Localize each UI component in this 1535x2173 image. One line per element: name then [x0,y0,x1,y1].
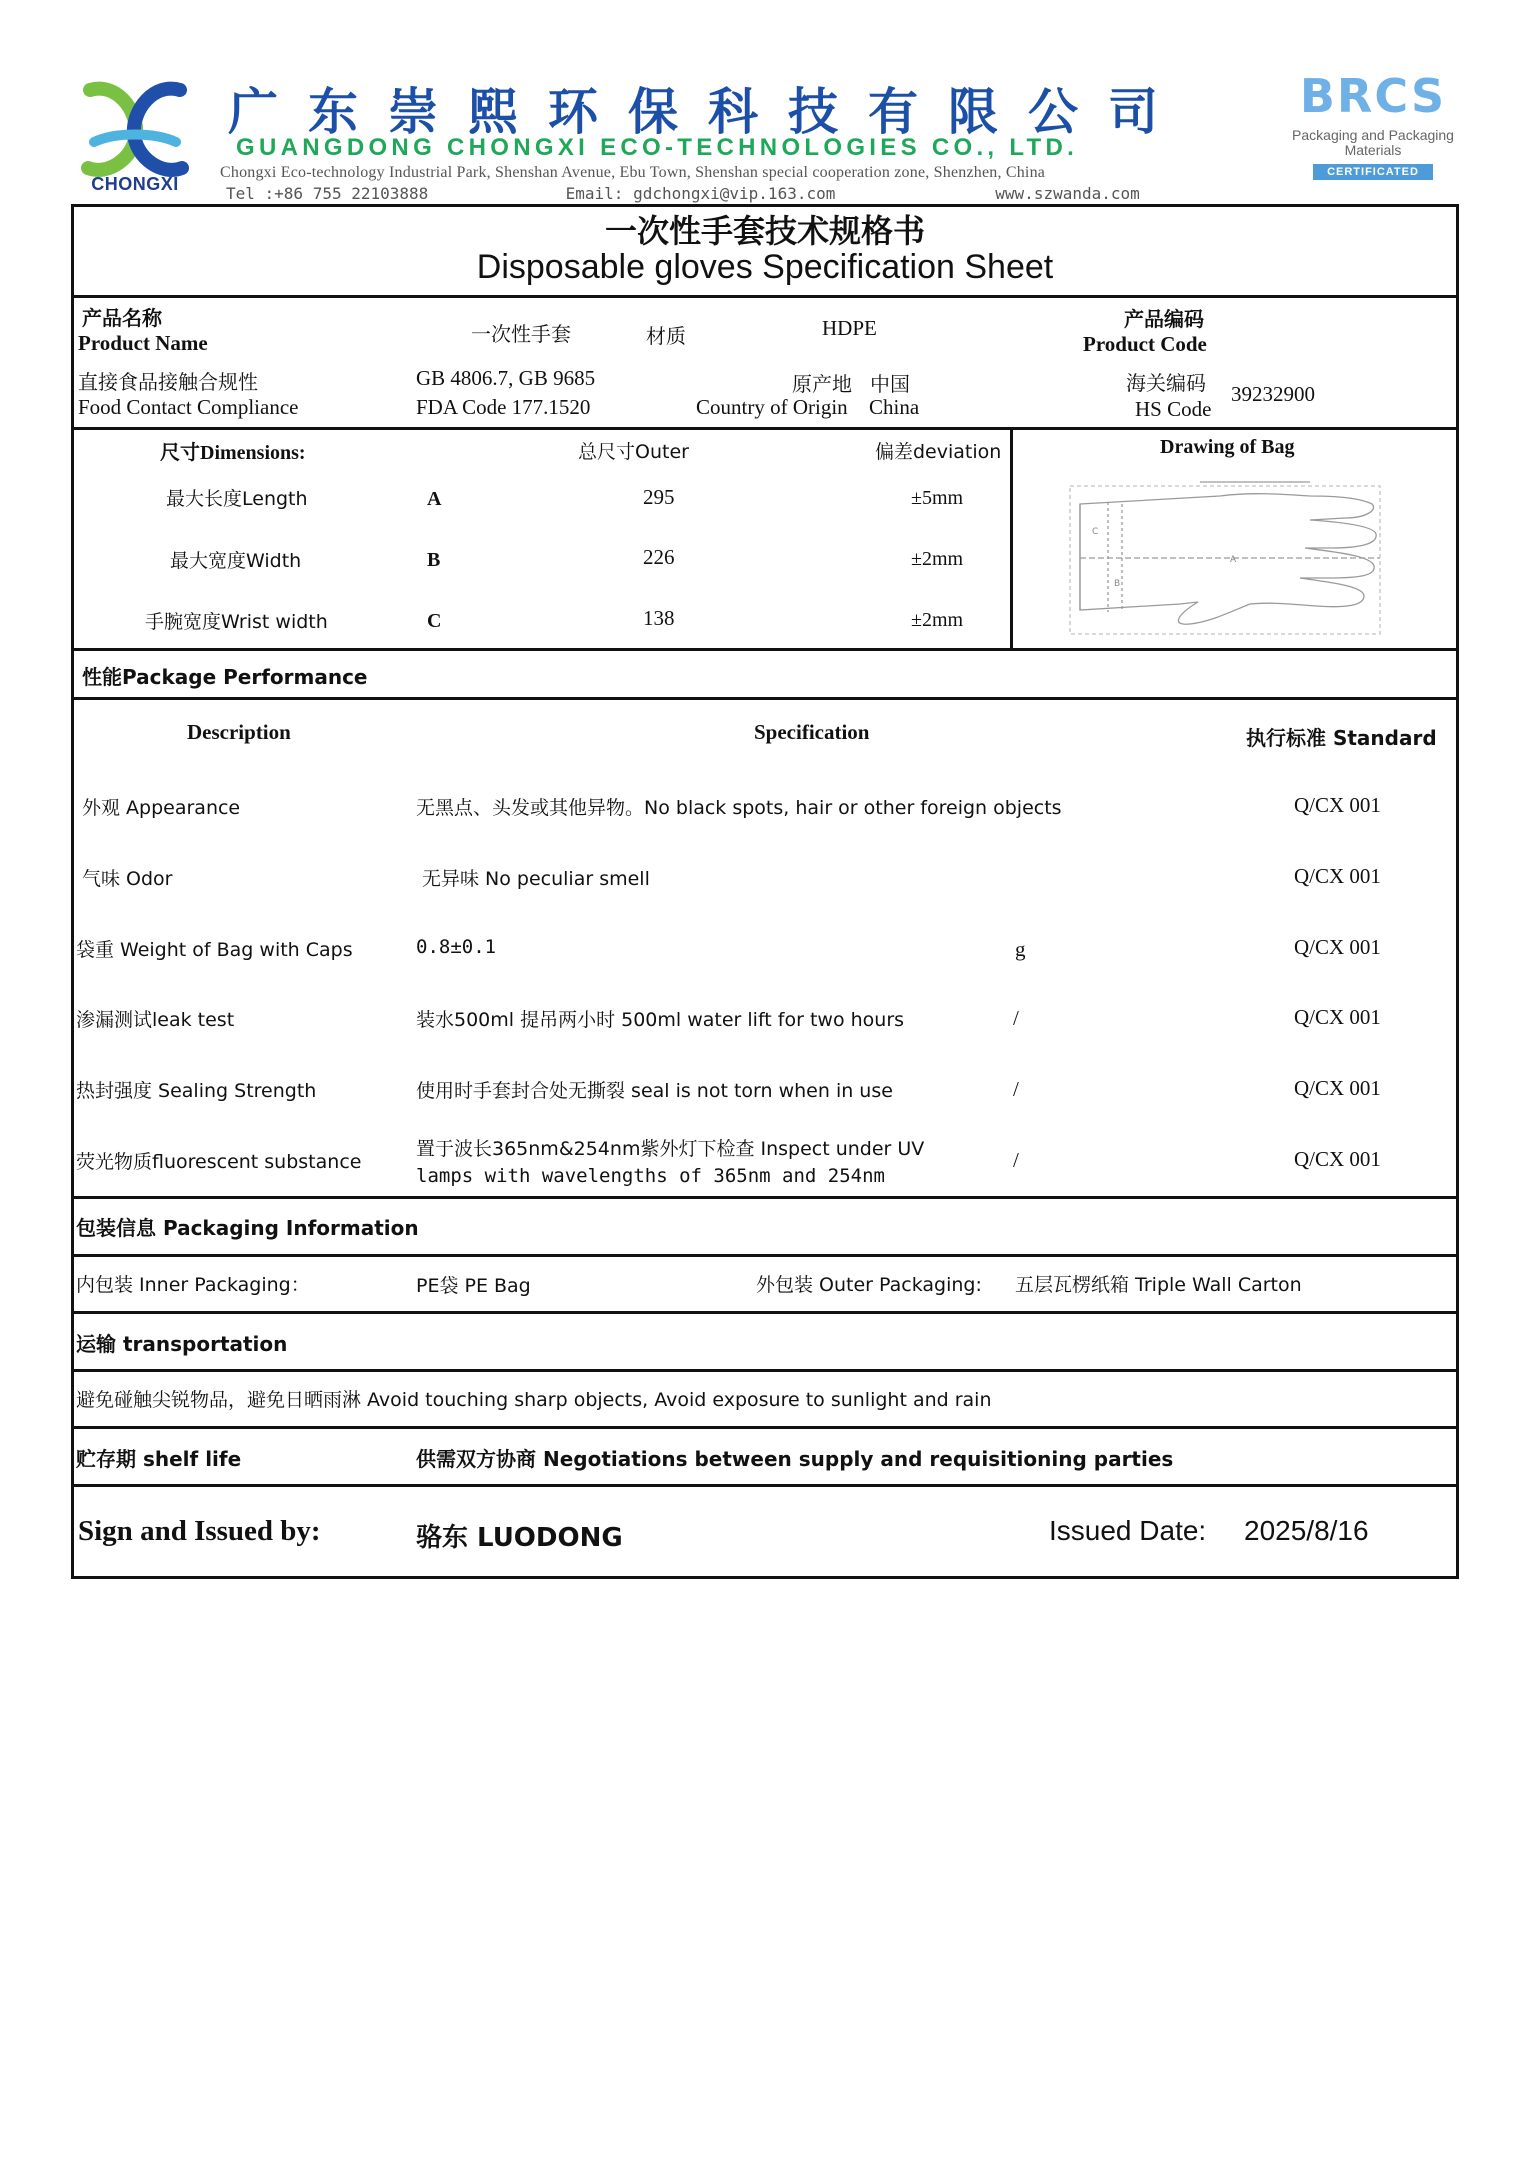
perf-row-spec: 无异味 No peculiar smell [422,868,650,890]
divider [71,427,1459,430]
brcs-subtitle: Packaging and Packaging Materials [1292,127,1454,158]
col-description: Description [187,720,291,744]
perf-row-spec: 0.8±0.1 [416,936,497,958]
outer-packaging-label: 外包装 Outer Packaging: [756,1274,982,1296]
dimension-value: 138 [643,606,675,630]
origin-label-cn: 原产地 [792,372,852,396]
perf-row-unit: g [1015,937,1026,961]
perf-row-spec: 使用时手套封合处无撕裂 seal is not torn when in use [416,1080,893,1102]
brcs-logo: BRCS [1299,69,1447,123]
brcs-certificated: CERTIFICATED [1313,164,1433,180]
perf-row-standard: Q/CX 001 [1294,793,1381,817]
company-contact [226,184,1236,203]
dimension-name: 最大宽度Width [170,550,302,572]
perf-row-standard: Q/CX 001 [1294,1147,1381,1171]
origin-value-en: China [869,395,920,419]
dimension-value: 295 [643,485,675,509]
divider [71,295,1459,298]
shelf-life-value: 供需双方协商 Negotiations between supply and requisitioning parties [416,1447,1174,1471]
brcs-badge [1290,70,1456,200]
company-name-cn: 广东崇熙环保科技有限公司 [228,83,1188,141]
perf-row-desc: 外观 Appearance [82,797,241,819]
sheet-title-en: Disposable gloves Specification Sheet [476,248,1054,286]
perf-row-spec: 无黑点、头发或其他异物。No black spots, hair or other foreign objects [416,797,1062,819]
dimension-deviation: ±5mm [911,487,964,509]
material-label: 材质 [646,324,686,348]
perf-row-standard: Q/CX 001 [1294,935,1381,959]
product-name-value: 一次性手套 [471,322,571,346]
compliance-label-en: Food Contact Compliance [78,395,299,419]
divider [71,1369,1459,1372]
logo-text: CHONGXI [91,174,179,194]
col-specification: Specification [754,720,870,744]
material-value: HDPE [822,316,877,340]
perf-row-spec-line2: lamps with wavelengths of 365nm and 254nm [416,1165,885,1187]
transportation-note: 避免碰触尖锐物品，避免日晒雨淋 Avoid touching sharp objects, Avoid exposure to sunlight and rain [76,1389,992,1411]
drawing-label-b: B [1114,579,1121,589]
outer-size-header: 总尺寸Outer [578,441,689,463]
dimension-name: 手腕宽度Wrist width [145,611,328,633]
dimension-deviation: ±2mm [911,609,964,631]
dimension-deviation: ±2mm [911,548,964,570]
drawing-label-c: C [1092,527,1099,537]
inner-packaging-label: 内包装 Inner Packaging： [76,1274,310,1296]
perf-row-spec: 装水500ml 提吊两小时 500ml water lift for two hours [416,1009,905,1031]
perf-row-unit: / [1013,1006,1019,1030]
hs-code-value: 39232900 [1231,382,1315,406]
transportation-section-title: 运输 transportation [76,1332,288,1356]
perf-row-unit: / [1013,1148,1019,1172]
divider [71,1484,1459,1487]
perf-row-desc: 热封强度 Sealing Strength [76,1080,317,1102]
dimension-letter: A [427,488,442,510]
product-code-label-cn: 产品编码 [1124,307,1204,331]
divider [71,648,1459,651]
deviation-header: 偏差deviation [875,441,1002,463]
company-tel: Tel :+86 755 22103888 [226,184,429,203]
perf-row-desc: 气味 Odor [82,868,173,890]
perf-row-unit: / [1013,1077,1019,1101]
issued-date-label: Issued Date: [1049,1515,1207,1546]
issued-date-value: 2025/8/16 [1244,1515,1369,1546]
hs-code-label-en: HS Code [1135,397,1212,421]
divider [71,1254,1459,1257]
perf-row-standard: Q/CX 001 [1294,864,1381,888]
dimension-name: 最大长度Length [166,488,308,510]
company-address: Chongxi Eco-technology Industrial Park, Shenshan Avenue, Ebu Town, Shenshan special cooperation zone, Shenzhen, China [220,164,1046,181]
company-name-en: GUANGDONG CHONGXI ECO-TECHNOLOGIES CO., LTD. [236,134,1079,161]
product-code-label-en: Product Code [1083,332,1207,356]
compliance-label-cn: 直接食品接触合规性 [78,370,258,394]
shelf-life-label: 贮存期 shelf life [76,1447,242,1471]
divider [71,1426,1459,1429]
sign-label: Sign and Issued by: [78,1515,321,1547]
hs-code-label-cn: 海关编码 [1126,371,1206,395]
divider [1010,427,1013,649]
origin-value-cn: 中国 [870,372,910,396]
dimension-letter: C [427,610,442,632]
divider [71,1196,1459,1199]
product-name-label-en: Product Name [78,331,208,355]
dimensions-header: 尺寸Dimensions: [160,442,306,464]
drawing-label-a: A [1230,555,1237,565]
glove-bag-drawing [1060,474,1390,640]
compliance-value-fda: FDA Code 177.1520 [416,395,591,419]
divider [71,697,1459,700]
performance-section-title: 性能Package Performance [82,665,368,689]
dimension-value: 226 [643,545,675,569]
divider [71,1311,1459,1314]
perf-row-standard: Q/CX 001 [1294,1005,1381,1029]
product-name-label-cn: 产品名称 [82,306,162,330]
col-standard: 执行标准 Standard [1246,726,1437,750]
perf-row-spec: 置于波长365nm&254nm紫外灯下检查 Inspect under UV [416,1138,925,1160]
inner-packaging-value: PE袋 PE Bag [416,1275,531,1297]
perf-row-desc: 渗漏测试leak test [76,1009,235,1031]
compliance-value-gb: GB 4806.7, GB 9685 [416,366,596,390]
origin-label-en: Country of Origin [696,395,848,419]
perf-row-desc: 荧光物质fluorescent substance [76,1151,362,1173]
perf-row-desc: 袋重 Weight of Bag with Caps [76,939,353,961]
sheet-title-cn: 一次性手套技术规格书 [604,212,925,250]
drawing-header: Drawing of Bag [1160,436,1295,458]
dimension-letter: B [427,549,441,571]
company-website: www.szwanda.com [995,184,1140,203]
perf-row-standard: Q/CX 001 [1294,1076,1381,1100]
signer-name: 骆东 LUODONG [416,1523,623,1553]
packaging-section-title: 包装信息 Packaging Information [76,1216,419,1240]
company-email: Email: gdchongxi@vip.163.com [565,184,836,203]
outer-packaging-value: 五层瓦楞纸箱 Triple Wall Carton [1015,1274,1302,1296]
